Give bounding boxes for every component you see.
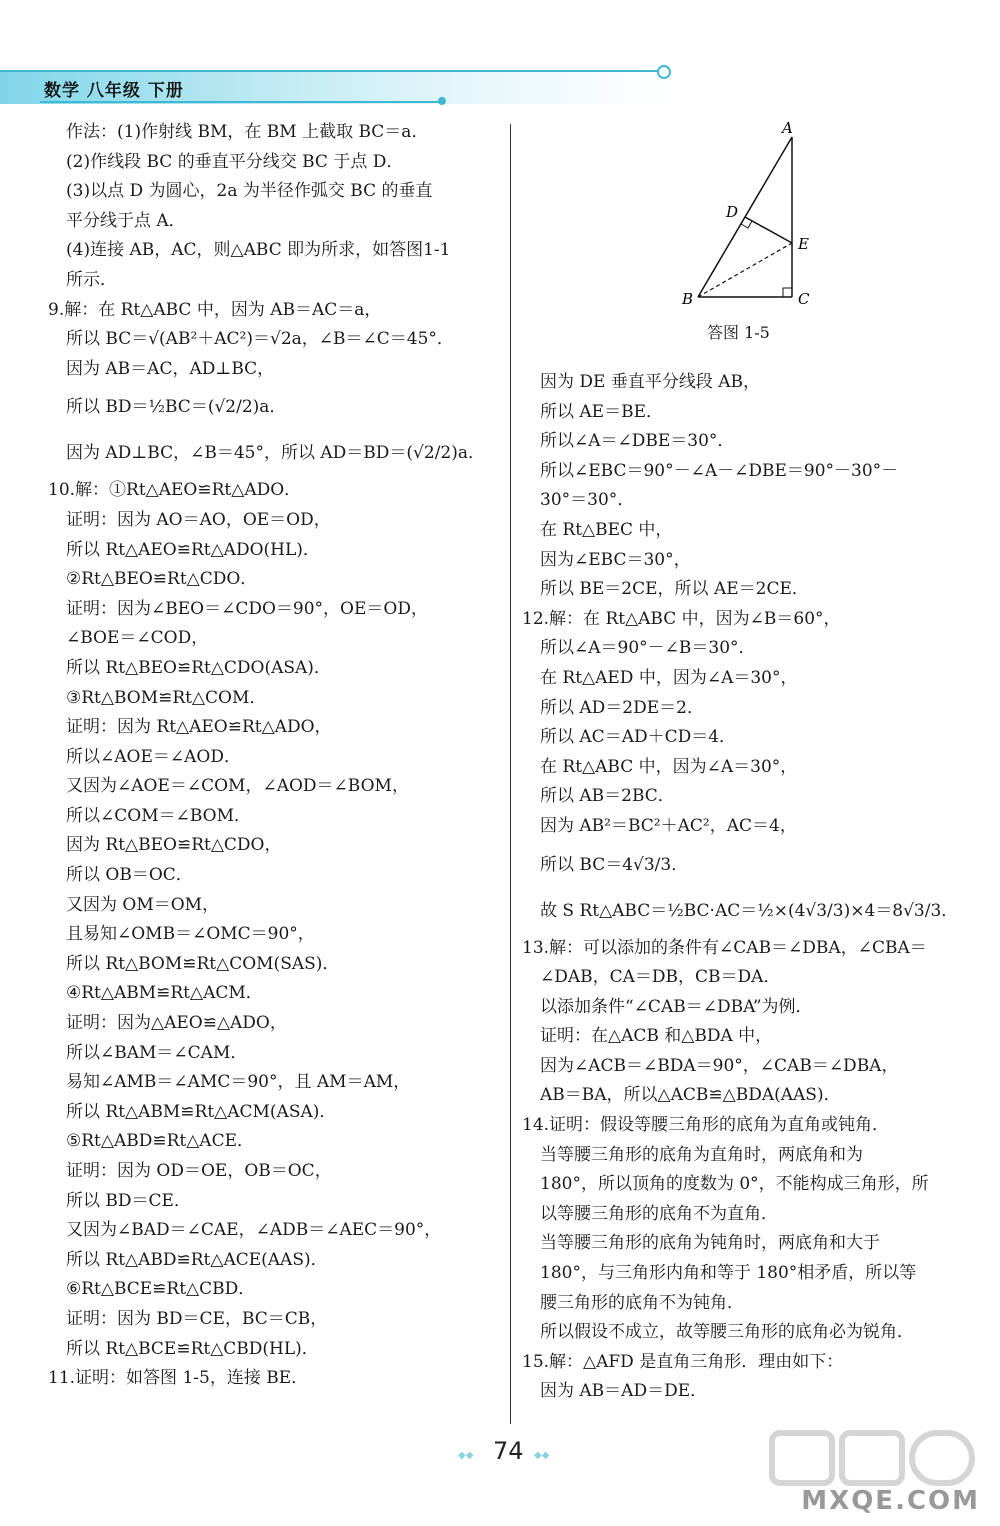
text-line: (3)以点 D 为圆心，2a 为半径作弧交 BC 的垂直 bbox=[66, 181, 433, 202]
text-line: 证明：因为△AEO≌△ADO， bbox=[66, 1013, 287, 1034]
text-line: 因为 Rt△BEO≌Rt△CDO， bbox=[66, 835, 282, 856]
text-line: 所以 AC＝AD＋CD＝4． bbox=[540, 727, 737, 748]
page-deco-right-icon: ◆◆ bbox=[534, 1450, 550, 1461]
left-column bbox=[48, 118, 503, 1394]
header-dot-lower-icon bbox=[438, 97, 446, 105]
text-line: 在 Rt△BEC 中， bbox=[540, 519, 673, 540]
label-D: D bbox=[726, 203, 739, 221]
segment-BE-dashed bbox=[698, 243, 792, 297]
text-line: 30°＝30°． bbox=[540, 490, 635, 511]
text-line: 所以∠COM＝∠BOM． bbox=[66, 805, 251, 826]
text-line: 10.解：①Rt△AEO≌Rt△ADO． bbox=[48, 480, 302, 501]
text-line: ∠DAB，CA＝DB，CB＝DA． bbox=[540, 967, 781, 988]
text-line: 所以 Rt△BEO≌Rt△CDO(ASA)． bbox=[66, 657, 331, 678]
text-line: 所以 BD＝½BC＝(√2/2)a． bbox=[66, 397, 287, 418]
figure-caption: 答图 1-5 bbox=[707, 323, 770, 342]
header-dot-icon bbox=[657, 65, 671, 79]
text-line: AB＝BA，所以△ACB≌△BDA(AAS)． bbox=[540, 1085, 841, 1106]
text-line: 证明：因为∠BEO＝∠CDO＝90°，OE＝OD， bbox=[66, 598, 428, 619]
text-line: 所以 AB＝2BC． bbox=[540, 786, 675, 807]
header-rule bbox=[0, 70, 660, 72]
text-line: 作法：(1)作射线 BM，在 BM 上截取 BC＝a． bbox=[66, 122, 429, 142]
text-line: 所以 AE＝BE． bbox=[540, 401, 663, 422]
text-line: 因为 AB＝AD＝DE． bbox=[540, 1381, 708, 1402]
text-line: 当等腰三角形的底角为直角时，两底角和为 bbox=[540, 1144, 863, 1165]
column-divider bbox=[510, 124, 511, 1424]
text-line: 所以 BC＝√(AB²＋AC²)＝√2a，∠B＝∠C＝45°． bbox=[66, 329, 454, 350]
text-line: 所以 Rt△BOM≌Rt△COM(SAS)． bbox=[66, 953, 340, 974]
text-line: 所以 Rt△AEO≌Rt△ADO(HL)． bbox=[66, 539, 320, 560]
text-line: 证明：因为 Rt△AEO≌Rt△ADO， bbox=[66, 717, 332, 738]
book-title: 数学 八年级 下册 bbox=[44, 81, 184, 101]
text-line: 所以∠AOE＝∠AOD． bbox=[66, 746, 241, 767]
text-line: 所以 OB＝OC． bbox=[66, 865, 193, 886]
text-line: 且易知∠OMB＝∠OMC＝90°， bbox=[66, 924, 315, 945]
label-B: B bbox=[682, 290, 694, 308]
text-line: 9.解：在 Rt△ABC 中，因为 AB＝AC＝a， bbox=[48, 299, 382, 320]
text-line: 所以 Rt△ABD≌Rt△ACE(AAS)． bbox=[66, 1249, 328, 1270]
text-line: 因为∠ACB＝∠BDA＝90°，∠CAB＝∠DBA， bbox=[540, 1055, 899, 1076]
text-line: 12.解：在 Rt△ABC 中，因为∠B＝60°， bbox=[522, 608, 841, 629]
text-line: 所以 BE＝2CE，所以 AE＝2CE． bbox=[540, 579, 809, 600]
text-line: 当等腰三角形的底角为钝角时，两底角和大于 bbox=[540, 1233, 880, 1254]
text-line: ②Rt△BEO≌Rt△CDO． bbox=[66, 569, 258, 590]
text-line: 证明：因为 BD＝CE，BC＝CB， bbox=[66, 1308, 328, 1329]
page-number: 74 bbox=[493, 1437, 524, 1465]
label-A: A bbox=[782, 119, 793, 137]
header-rule-lower bbox=[40, 101, 440, 103]
text-line: 又因为 OM＝OM， bbox=[66, 894, 220, 915]
text-line: 所以∠A＝90°－∠B＝30°． bbox=[540, 638, 756, 659]
text-line: 证明：因为 OD＝OE，OB＝OC， bbox=[66, 1161, 332, 1181]
text-line: 又因为∠BAD＝∠CAE，∠ADB＝∠AEC＝90°， bbox=[66, 1220, 442, 1241]
text-line: 因为 AB²＝BC²＋AC²，AC＝4， bbox=[540, 815, 797, 836]
text-line: (4)连接 AB，AC，则△ABC 即为所求，如答图1-1 bbox=[66, 240, 451, 261]
text-line: 所以 BD＝CE． bbox=[66, 1190, 191, 1211]
text-line: ③Rt△BOM≌Rt△COM． bbox=[66, 687, 267, 708]
text-line: 因为 AB＝AC，AD⊥BC， bbox=[66, 358, 275, 379]
watermark-text: MXQE.COM bbox=[801, 1486, 980, 1516]
text-line: 180°，与三角形内角和等于 180°相矛盾，所以等 bbox=[540, 1263, 917, 1284]
text-line: 以添加条件“∠CAB＝∠DBA”为例． bbox=[540, 996, 813, 1017]
segment-DE bbox=[745, 217, 792, 243]
text-line: 易知∠AMB＝∠AMC＝90°，且 AM＝AM， bbox=[66, 1072, 411, 1093]
text-line: 腰三角形的底角不为钝角． bbox=[540, 1292, 744, 1313]
text-line: 14.证明：假设等腰三角形的底角为直角或钝角． bbox=[522, 1115, 890, 1136]
text-line: ∠BOE＝∠COD， bbox=[66, 628, 209, 649]
text-line: 又因为∠AOE＝∠COM，∠AOD＝∠BOM， bbox=[66, 776, 409, 797]
text-line: 以等腰三角形的底角不为直角． bbox=[540, 1203, 778, 1224]
text-line: ⑥Rt△BCE≌Rt△CBD． bbox=[66, 1279, 256, 1300]
text-line: 180°，所以顶角的度数为 0°，不能构成三角形，所 bbox=[540, 1174, 929, 1195]
text-line: (2)作线段 BC 的垂直平分线交 BC 于点 D． bbox=[66, 151, 404, 172]
right-column bbox=[522, 368, 977, 1407]
text-line: 所以假设不成立，故等腰三角形的底角必为锐角． bbox=[540, 1322, 914, 1343]
text-line: 平分线于点 A． bbox=[66, 210, 186, 231]
text-line: 证明：在△ACB 和△BDA 中， bbox=[540, 1026, 773, 1047]
triangle-figure bbox=[670, 115, 820, 345]
text-line: ⑤Rt△ABD≌Rt△ACE． bbox=[66, 1131, 254, 1152]
text-line: 所以 AD＝2DE＝2． bbox=[540, 697, 704, 718]
text-line: 所以∠EBC＝90°－∠A－∠DBE＝90°－30°－ bbox=[540, 460, 899, 481]
text-line: 在 Rt△AED 中，因为∠A＝30°， bbox=[540, 667, 798, 688]
page-deco-left-icon: ◆◆ bbox=[458, 1450, 474, 1461]
text-line: 所以 BC＝4√3/3． bbox=[540, 854, 689, 875]
text-line: 所以 Rt△BCE≌Rt△CBD(HL)． bbox=[66, 1338, 319, 1359]
text-line: 因为∠EBC＝30°， bbox=[540, 549, 691, 570]
text-line: 13.解：可以添加的条件有∠CAB＝∠DBA，∠CBA＝ bbox=[522, 937, 927, 958]
text-line: 所以∠A＝∠DBE＝30°． bbox=[540, 431, 735, 452]
text-line: ④Rt△ABM≌Rt△ACM． bbox=[66, 983, 263, 1004]
right-angle-C bbox=[783, 288, 792, 297]
text-line: 所以∠BAM＝∠CAM． bbox=[66, 1042, 248, 1063]
text-line: 在 Rt△ABC 中，因为∠A＝30°， bbox=[540, 756, 798, 777]
text-line: 证明：因为 AO＝AO，OE＝OD， bbox=[66, 509, 331, 530]
text-line: 故 S Rt△ABC＝½BC·AC＝½×(4√3/3)×4＝8√3/3． bbox=[540, 900, 959, 921]
text-line: 因为 DE 垂直平分线段 AB， bbox=[540, 372, 761, 392]
text-line: 15.解：△AFD 是直角三角形．理由如下： bbox=[522, 1351, 844, 1372]
text-line: 所示． bbox=[66, 269, 117, 290]
label-E: E bbox=[798, 235, 809, 253]
text-line: 因为 AD⊥BC，∠B＝45°，所以 AD＝BD＝(√2/2)a． bbox=[66, 443, 486, 464]
text-line: 所以 Rt△ABM≌Rt△ACM(ASA)． bbox=[66, 1101, 337, 1122]
label-C: C bbox=[798, 290, 810, 308]
text-line: 11.证明：如答图 1-5，连接 BE． bbox=[48, 1368, 309, 1389]
